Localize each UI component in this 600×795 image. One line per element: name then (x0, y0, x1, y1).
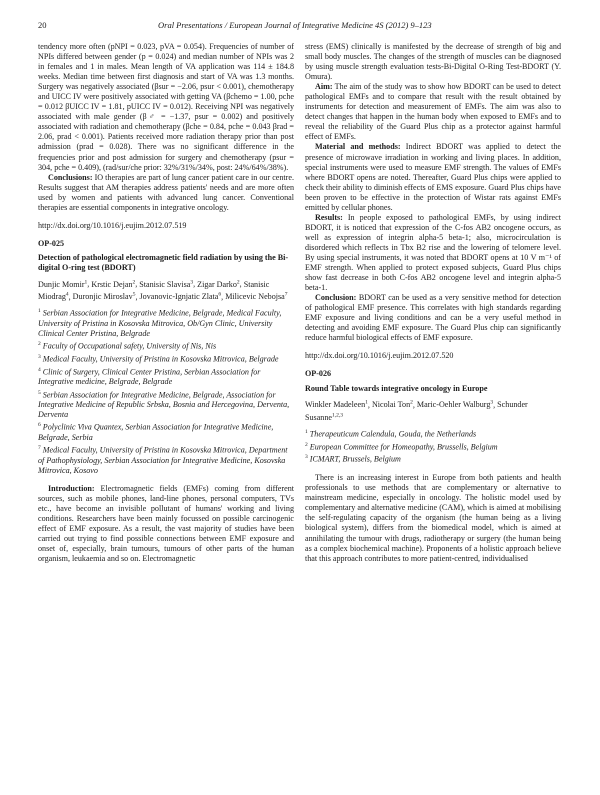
author: Duronjic Miroslav$^5$ (72, 291, 136, 302)
conclusions-paragraph (38, 173, 294, 213)
page-number: 20 (38, 20, 47, 30)
affiliation: $^1$ Serbian Association for Integrative Medicine, Belgrade, Medical Faculty, University of Pristina in Kosovska Mitrovica, Ob/Gyn Clinic, University Clinical Center Pristina, Belgrade (38, 308, 282, 339)
aim-paragraph (305, 82, 561, 142)
author-list-026: Winkler Madeleen$^1$, Nicolai Ton$^2$, Maric-Oehler Walburg$^3$, Schunder Susanne$^{1,2,3}$ (305, 399, 528, 422)
results-paragraph (305, 213, 561, 293)
journal-citation: Oral Presentations / European Journal of Integrative Medicine 4S (2012) 9–123 (158, 20, 432, 30)
introduction-heading: Introduction: (48, 483, 95, 493)
affiliation: $^2$ Faculty of Occupational safety, University of Nis, Nis (38, 341, 217, 351)
affiliation: $^3$ ICMART, Brussels, Belgium (305, 454, 401, 465)
author: Winkler Madeleen$^1$ (305, 399, 368, 410)
results-heading: Results: (315, 212, 343, 222)
doi-link-520[interactable]: http://dx.doi.org/10.1016/j.eujim.2012.07.520 (305, 351, 454, 361)
conclusions-text: IO therapies are part of lung cancer patient care in our centre. Results suggest that AM therapies address patients' needs and are more often used by women and patients with advanced lung cancer. Conventional therapies are essential components in integrative oncology. (38, 172, 294, 212)
aim-heading: Aim: (315, 82, 333, 92)
running-header (38, 20, 563, 34)
results-text: In people exposed to pathological EMFs, by using indirect BDORT, it is noticed that expression of the C-fos AB2 oncogene occurs, as well as expression of integrin alpha-5 beta-1; also, microcirculation is disordered which reflects in Tbx B2 rise and the lowering of telomere level. By using special instruments, it was noted that BDORT opens at 10 V m⁻¹ of EMF strength. When applied to protect exposed subjects, Guard Plus chips show fast decrease in both C-fos AB2 oncogene level and integrin alpha-5 beta-1. (305, 212, 561, 293)
conclusions-heading: Conclusions: (48, 172, 93, 182)
conclusion-heading: Conclusion: (315, 293, 357, 303)
author: Milicevic Nebojsa$^7$ (225, 291, 288, 302)
affiliation: $^6$ Polyclinic Viva Quantex, Serbian Association for Integrative Medicine, Belgrade, Serbia (38, 422, 274, 443)
author: Dunjic Momir$^1$ (38, 278, 88, 289)
results-paragraph: tendency more often (pNPI = 0.023, pVA = 0.054). Frequencies of number of NPIs differed between gender (p = 0.024) and median number of NPIs was 2 in females and 1 in males. Mean length of VA application was 114 ± 184.8 weeks. Median time between first diagnosis and start of VA was 1.3 months. Surgery was negatively associated (βsur = −2.06, psur < 0.001), chemotherapy and UICC IV were positively associated with getting VA (βchemo = 1.00, pche = 0.012 βUICC IV = 1.81, pUICC IV = 0.012). Receiving NPI was negatively associated with male gender (β♂ = −1.37, psur = 0.002) and positively associated with radiation and chemotherapy (βche = 0.84, pche = 0.043 βrad = 2.06, prad < 0.001). Patients received more radiation therapy prior than post admission (prad = 0.028). There was no significant difference in the frequencies prior and post admission for surgery and chemotherapy (psur = 304, pche = 0.409), (rad/sur/che prior: 32%/31%/34%, post: 24%/64%/38%). (38, 42, 294, 172)
conclusion-paragraph (305, 293, 561, 343)
author: Zigar Darko$^2$ (197, 278, 240, 289)
author: Nicolai Ton$^2$ (371, 399, 413, 410)
author: Maric-Oehler Walburg$^3$ (416, 399, 494, 410)
methods-text: Indirect BDORT was applied to detect the presence of microwave irradiation in working and living places. In addition, special instruments were used to measure EMF strength. The values of EMFs where BDORT opens are noted. Thereafter, Guard Plus chips were applied to check their ability to diminish effects of EMS exposure. Guard Plus chips have been proven to be effective in the protection of Wistar rats against EMFs emitted by cellular phones. (305, 142, 562, 212)
affiliation: $^7$ Medical Faculty, University of Pristina in Kosovska Mitrovica, Department of Pathophysiology, Serbian Association for Integrative Medicine, Kosovska Mitrovica, Kosovo (38, 445, 288, 475)
conclusion-text: BDORT can be used as a very sensitive method for detection of pathological EMF presence. This correlates with high standards regarding EMF exposure and living conditions and can be a very useful method in detecting and avoiding EMF exposure. The Guard Plus chip can significantly reduce harmful biological effects of EMF exposure. (305, 293, 561, 343)
affiliation: $^4$ Clinic of Surgery, Clinical Center Pristina, Serbian Association for Integrative medicine, Belgrade, Belgrade (38, 366, 261, 387)
op-code-026: OP-026 (305, 369, 332, 379)
affiliation: $^3$ Medical Faculty, University of Pristina in Kosovska Mitrovica, Belgrade (38, 354, 279, 364)
methods-heading: Material and methods: (315, 142, 401, 152)
affiliation: $^2$ European Committee for Homeopathy, Brussells, Belgium (305, 441, 498, 452)
affiliation: $^1$ Therapeuticum Calendula, Gouda, the Netherlands (305, 429, 477, 439)
body-paragraph: There is an increasing interest in Europe from both patients and health professionals to use methods that are complementary or alternative to mainstream medicine, especially in oncology. The holistic model used by complementary and alternative medicine (CAM), which is aimed at mobilising the self-regulating capacity of the organism (the human being as a living biological system), differs from the biomedical model, which is aimed at annihilating the tumour with drugs, radiotherapy or surgery (the human being as a complex biochemical machine). Proponents of a holistic approach believe that this approach contributes to more patient-centred, individualised (305, 473, 561, 563)
author: Jovanovic-Ignjatic Zlata$^6$ (139, 291, 222, 302)
author: Schunder Susanne$^{1,2,3}$ (305, 400, 528, 422)
doi-link-519[interactable]: http://dx.doi.org/10.1016/j.eujim.2012.07.519 (38, 220, 187, 230)
introduction-text: Electromagnetic fields (EMFs) coming from different sources, such as mobile phones, land-line phones, personal computers, TVs etc., have become an invisible pollutant of humans' working and living conditions. Researchers have been mainly focussed on possible carcinogenic effect of EMF exposure. As a result, the vast majority of studies have been carried out trying to find possible connections between EMF exposure and onset of, especially, brain tumours, tumours of other parts of the human organism, leukaemia and so on. Electromagnetic (38, 483, 294, 564)
abstract-title-025: Detection of pathological electromagnetic field radiation by using the Bi-digital O-ring test (BDORT) (38, 252, 289, 272)
author: Krstic Dejan$^2$ (91, 278, 136, 289)
author: Stanisic Miodrag$^4$ (38, 279, 270, 302)
continued-paragraph: stress (EMS) clinically is manifested by the decrease of strength of big and small body muscles. The changes of the strength of muscles can be diagnosed by using muscle strength evaluation tests-Bi-Digital O-Ring Test-BDORT (Y. Omura). (305, 42, 561, 82)
right-column (305, 42, 561, 564)
abstract-title-026: Round Table towards integrative oncology in Europe (305, 383, 488, 393)
aim-text: The aim of the study was to show how BDORT can be used to detect pathological EMFs and to compare that result with the result obtained by instruments for detection and measurement of EMFs. The aim was also to detect changes that happen in the human body when exposed to EMFs and to reveal the reliability of the Guard Plus chip as a protector against harmful effect of EMFs. (305, 82, 561, 142)
author-list-025: Dunjic Momir$^1$, Krstic Dejan$^2$, Stanisic Slavisa$^3$, Zigar Darko$^2$, Stanisic Miodrag$^4$, Duronjic Miroslav$^5$, Jovanovic-Ignjatic Zlata$^6$, Milicevic Nebojsa$^7$ (38, 278, 288, 302)
author: Stanisic Slavisa$^3$ (139, 278, 194, 289)
affiliation: $^5$ Serbian Association for Integrative Medicine, Belgrade, Association for Integrative Medicine of Republic Srbska, Bosnia and Hercegovina, Derventa, Derventa (38, 389, 290, 420)
introduction-paragraph (38, 484, 294, 564)
op-code-025: OP-025 (38, 238, 65, 248)
left-column (38, 42, 294, 564)
methods-paragraph (305, 142, 561, 212)
